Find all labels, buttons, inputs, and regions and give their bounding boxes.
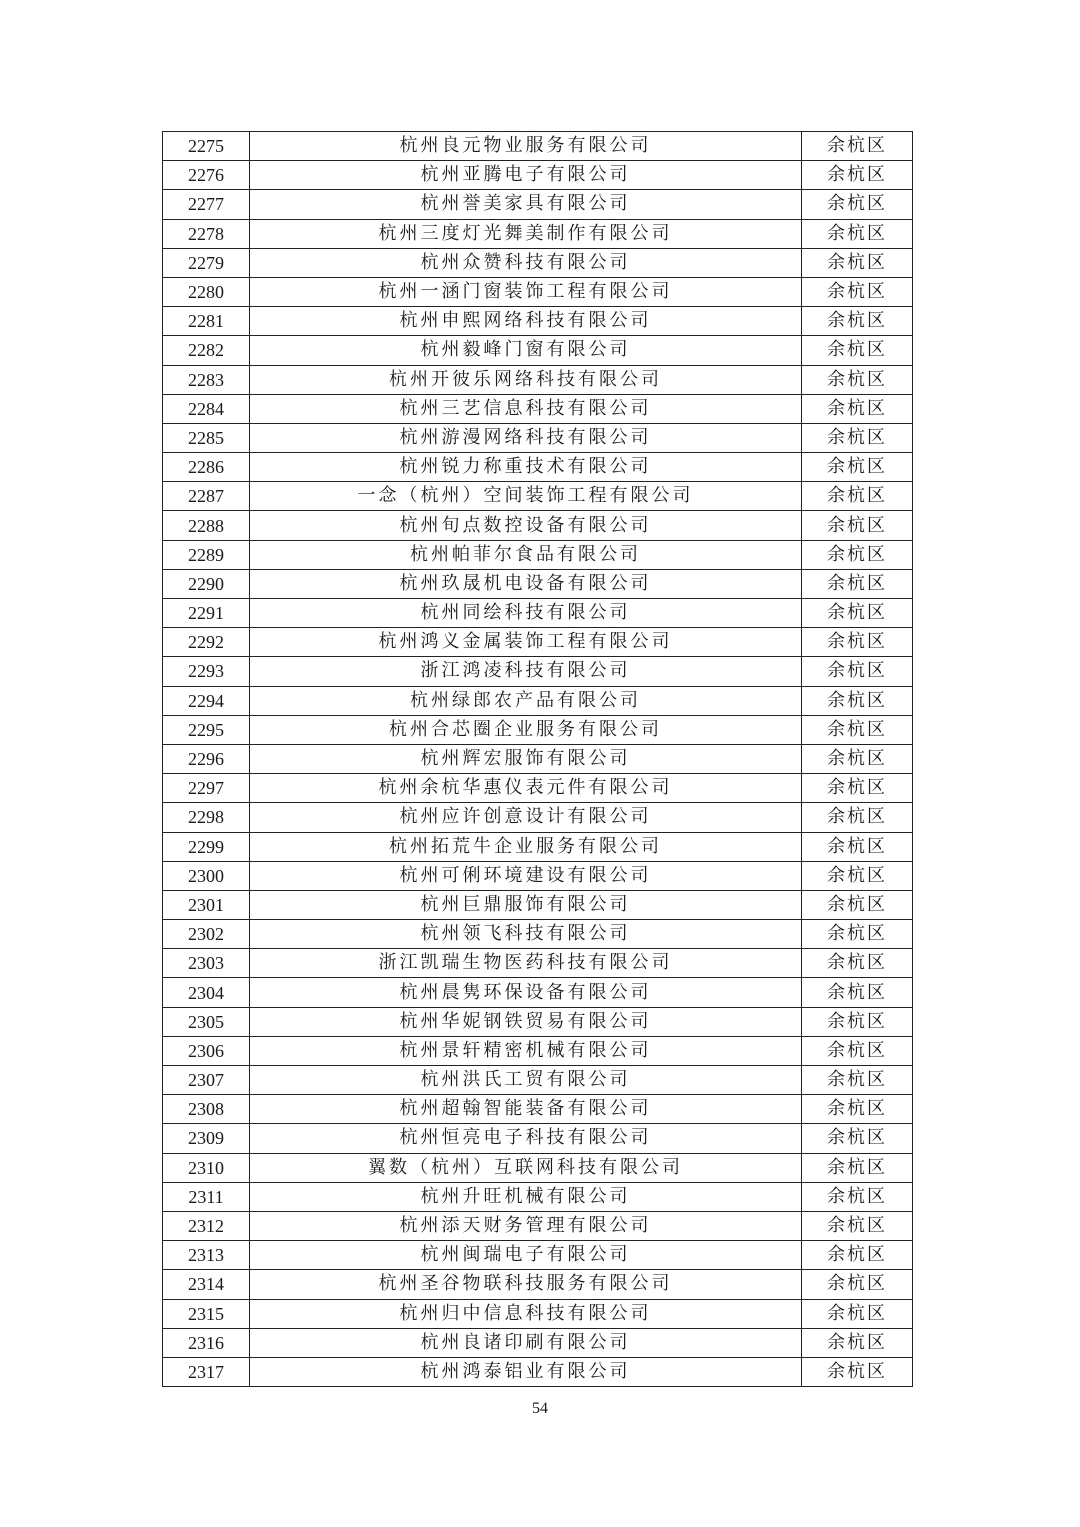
- company-name-cell: 浙江凯瑞生物医药科技有限公司: [250, 949, 802, 978]
- table-row: [163, 277, 913, 306]
- district-cell: 余杭区: [802, 803, 913, 832]
- row-number-cell: 2309: [163, 1124, 250, 1153]
- company-name-cell: 杭州超翰智能装备有限公司: [250, 1095, 802, 1124]
- company-name-cell: 杭州华妮钢铁贸易有限公司: [250, 1007, 802, 1036]
- company-name-cell: 杭州应许创意设计有限公司: [250, 803, 802, 832]
- district-cell: 余杭区: [802, 1182, 913, 1211]
- row-number-cell: 2316: [163, 1328, 250, 1357]
- table-row: [163, 599, 913, 628]
- company-name-cell: 翼数（杭州）互联网科技有限公司: [250, 1153, 802, 1182]
- row-number-cell: 2283: [163, 365, 250, 394]
- row-number-cell: 2295: [163, 715, 250, 744]
- company-name-cell: 杭州良诸印刷有限公司: [250, 1328, 802, 1357]
- page-number: 54: [532, 1400, 548, 1417]
- table-row: [163, 1095, 913, 1124]
- row-number-cell: 2275: [163, 132, 250, 161]
- company-name-cell: 杭州三艺信息科技有限公司: [250, 394, 802, 423]
- table-row: [163, 511, 913, 540]
- company-name-cell: 杭州拓荒牛企业服务有限公司: [250, 832, 802, 861]
- company-name-cell: 杭州玖晟机电设备有限公司: [250, 569, 802, 598]
- company-name-cell: 杭州开彼乐网络科技有限公司: [250, 365, 802, 394]
- district-cell: 余杭区: [802, 832, 913, 861]
- row-number-cell: 2286: [163, 453, 250, 482]
- table-row: [163, 715, 913, 744]
- row-number-cell: 2308: [163, 1095, 250, 1124]
- district-cell: 余杭区: [802, 540, 913, 569]
- table-row: [163, 365, 913, 394]
- table-row: [163, 920, 913, 949]
- company-name-cell: 杭州添天财务管理有限公司: [250, 1211, 802, 1240]
- company-name-cell: 杭州锐力称重技术有限公司: [250, 453, 802, 482]
- table-row: [163, 774, 913, 803]
- district-cell: 余杭区: [802, 978, 913, 1007]
- row-number-cell: 2297: [163, 774, 250, 803]
- table-row: [163, 1036, 913, 1065]
- row-number-cell: 2284: [163, 394, 250, 423]
- table-row: [163, 1182, 913, 1211]
- row-number-cell: 2281: [163, 307, 250, 336]
- company-name-cell: 杭州同绘科技有限公司: [250, 599, 802, 628]
- table-row: [163, 423, 913, 452]
- district-cell: 余杭区: [802, 1095, 913, 1124]
- district-cell: 余杭区: [802, 686, 913, 715]
- district-cell: 余杭区: [802, 132, 913, 161]
- district-cell: 余杭区: [802, 1270, 913, 1299]
- district-cell: 余杭区: [802, 1211, 913, 1240]
- table-row: [163, 832, 913, 861]
- district-cell: 余杭区: [802, 1036, 913, 1065]
- district-cell: 余杭区: [802, 569, 913, 598]
- table-row: [163, 1328, 913, 1357]
- table-row: [163, 1211, 913, 1240]
- company-name-cell: 杭州归中信息科技有限公司: [250, 1299, 802, 1328]
- company-name-cell: 杭州巨鼎服饰有限公司: [250, 890, 802, 919]
- row-number-cell: 2313: [163, 1241, 250, 1270]
- table-row: [163, 336, 913, 365]
- table-row: [163, 890, 913, 919]
- district-cell: 余杭区: [802, 715, 913, 744]
- table-row: [163, 949, 913, 978]
- company-name-cell: 杭州恒亮电子科技有限公司: [250, 1124, 802, 1153]
- row-number-cell: 2300: [163, 861, 250, 890]
- row-number-cell: 2276: [163, 161, 250, 190]
- table-row: [163, 569, 913, 598]
- district-cell: 余杭区: [802, 190, 913, 219]
- company-name-cell: 杭州帕菲尔食品有限公司: [250, 540, 802, 569]
- company-name-cell: 杭州合芯圈企业服务有限公司: [250, 715, 802, 744]
- row-number-cell: 2277: [163, 190, 250, 219]
- row-number-cell: 2314: [163, 1270, 250, 1299]
- table-row: [163, 1124, 913, 1153]
- table-row: [163, 219, 913, 248]
- company-name-cell: 杭州鸿义金属装饰工程有限公司: [250, 628, 802, 657]
- company-name-cell: 杭州鸿泰铝业有限公司: [250, 1357, 802, 1386]
- table-row: [163, 1007, 913, 1036]
- company-name-cell: 杭州誉美家具有限公司: [250, 190, 802, 219]
- district-cell: 余杭区: [802, 1124, 913, 1153]
- row-number-cell: 2299: [163, 832, 250, 861]
- district-cell: 余杭区: [802, 774, 913, 803]
- table-row: [163, 978, 913, 1007]
- row-number-cell: 2306: [163, 1036, 250, 1065]
- company-name-cell: 杭州众赞科技有限公司: [250, 248, 802, 277]
- district-cell: 余杭区: [802, 890, 913, 919]
- table-row: [163, 628, 913, 657]
- table-row: [163, 744, 913, 773]
- company-name-cell: 杭州可俐环境建设有限公司: [250, 861, 802, 890]
- company-name-cell: 杭州三度灯光舞美制作有限公司: [250, 219, 802, 248]
- district-cell: 余杭区: [802, 1066, 913, 1095]
- district-cell: 余杭区: [802, 219, 913, 248]
- district-cell: 余杭区: [802, 1241, 913, 1270]
- table-row: [163, 1066, 913, 1095]
- company-name-cell: 杭州辉宏服饰有限公司: [250, 744, 802, 773]
- table-row: [163, 803, 913, 832]
- row-number-cell: 2312: [163, 1211, 250, 1240]
- row-number-cell: 2287: [163, 482, 250, 511]
- district-cell: 余杭区: [802, 599, 913, 628]
- company-name-cell: 杭州领飞科技有限公司: [250, 920, 802, 949]
- district-cell: 余杭区: [802, 511, 913, 540]
- company-name-cell: 杭州闽瑞电子有限公司: [250, 1241, 802, 1270]
- table-row: [163, 686, 913, 715]
- row-number-cell: 2311: [163, 1182, 250, 1211]
- company-name-cell: 杭州毅峰门窗有限公司: [250, 336, 802, 365]
- row-number-cell: 2315: [163, 1299, 250, 1328]
- district-cell: 余杭区: [802, 277, 913, 306]
- district-cell: 余杭区: [802, 628, 913, 657]
- row-number-cell: 2301: [163, 890, 250, 919]
- company-name-cell: 一念（杭州）空间装饰工程有限公司: [250, 482, 802, 511]
- district-cell: 余杭区: [802, 861, 913, 890]
- row-number-cell: 2296: [163, 744, 250, 773]
- district-cell: 余杭区: [802, 365, 913, 394]
- table-row: [163, 540, 913, 569]
- row-number-cell: 2317: [163, 1357, 250, 1386]
- row-number-cell: 2289: [163, 540, 250, 569]
- table-row: [163, 1299, 913, 1328]
- company-name-cell: 杭州申熙网络科技有限公司: [250, 307, 802, 336]
- table-row: [163, 307, 913, 336]
- company-name-cell: 杭州游漫网络科技有限公司: [250, 423, 802, 452]
- table-row: [163, 657, 913, 686]
- table-row: [163, 132, 913, 161]
- district-cell: 余杭区: [802, 920, 913, 949]
- row-number-cell: 2305: [163, 1007, 250, 1036]
- row-number-cell: 2285: [163, 423, 250, 452]
- table-row: [163, 1241, 913, 1270]
- district-cell: 余杭区: [802, 744, 913, 773]
- district-cell: 余杭区: [802, 336, 913, 365]
- district-cell: 余杭区: [802, 1007, 913, 1036]
- table-row: [163, 248, 913, 277]
- company-name-cell: 杭州一涵门窗装饰工程有限公司: [250, 277, 802, 306]
- district-cell: 余杭区: [802, 482, 913, 511]
- row-number-cell: 2282: [163, 336, 250, 365]
- table-row: [163, 1357, 913, 1386]
- table-row: [163, 190, 913, 219]
- district-cell: 余杭区: [802, 1299, 913, 1328]
- row-number-cell: 2294: [163, 686, 250, 715]
- table-row: [163, 161, 913, 190]
- row-number-cell: 2279: [163, 248, 250, 277]
- row-number-cell: 2304: [163, 978, 250, 1007]
- table-body: [163, 132, 913, 1387]
- district-cell: 余杭区: [802, 453, 913, 482]
- district-cell: 余杭区: [802, 1328, 913, 1357]
- row-number-cell: 2310: [163, 1153, 250, 1182]
- district-cell: 余杭区: [802, 657, 913, 686]
- company-list-table: [162, 131, 913, 1387]
- company-name-cell: 杭州亚腾电子有限公司: [250, 161, 802, 190]
- row-number-cell: 2307: [163, 1066, 250, 1095]
- company-name-cell: 杭州晨隽环保设备有限公司: [250, 978, 802, 1007]
- company-name-cell: 浙江鸿凌科技有限公司: [250, 657, 802, 686]
- row-number-cell: 2278: [163, 219, 250, 248]
- district-cell: 余杭区: [802, 1357, 913, 1386]
- company-name-cell: 杭州余杭华惠仪表元件有限公司: [250, 774, 802, 803]
- district-cell: 余杭区: [802, 1153, 913, 1182]
- district-cell: 余杭区: [802, 394, 913, 423]
- company-name-cell: 杭州洪氏工贸有限公司: [250, 1066, 802, 1095]
- table-row: [163, 394, 913, 423]
- company-name-cell: 杭州圣谷物联科技服务有限公司: [250, 1270, 802, 1299]
- company-name-cell: 杭州绿郎农产品有限公司: [250, 686, 802, 715]
- row-number-cell: 2298: [163, 803, 250, 832]
- company-name-cell: 杭州升旺机械有限公司: [250, 1182, 802, 1211]
- district-cell: 余杭区: [802, 307, 913, 336]
- row-number-cell: 2302: [163, 920, 250, 949]
- row-number-cell: 2291: [163, 599, 250, 628]
- row-number-cell: 2292: [163, 628, 250, 657]
- row-number-cell: 2280: [163, 277, 250, 306]
- row-number-cell: 2290: [163, 569, 250, 598]
- district-cell: 余杭区: [802, 161, 913, 190]
- district-cell: 余杭区: [802, 248, 913, 277]
- table-row: [163, 482, 913, 511]
- row-number-cell: 2293: [163, 657, 250, 686]
- district-cell: 余杭区: [802, 949, 913, 978]
- company-name-cell: 杭州良元物业服务有限公司: [250, 132, 802, 161]
- district-cell: 余杭区: [802, 423, 913, 452]
- table-row: [163, 861, 913, 890]
- table-row: [163, 1153, 913, 1182]
- company-name-cell: 杭州景轩精密机械有限公司: [250, 1036, 802, 1065]
- company-name-cell: 杭州旬点数控设备有限公司: [250, 511, 802, 540]
- row-number-cell: 2303: [163, 949, 250, 978]
- table-row: [163, 453, 913, 482]
- table-row: [163, 1270, 913, 1299]
- row-number-cell: 2288: [163, 511, 250, 540]
